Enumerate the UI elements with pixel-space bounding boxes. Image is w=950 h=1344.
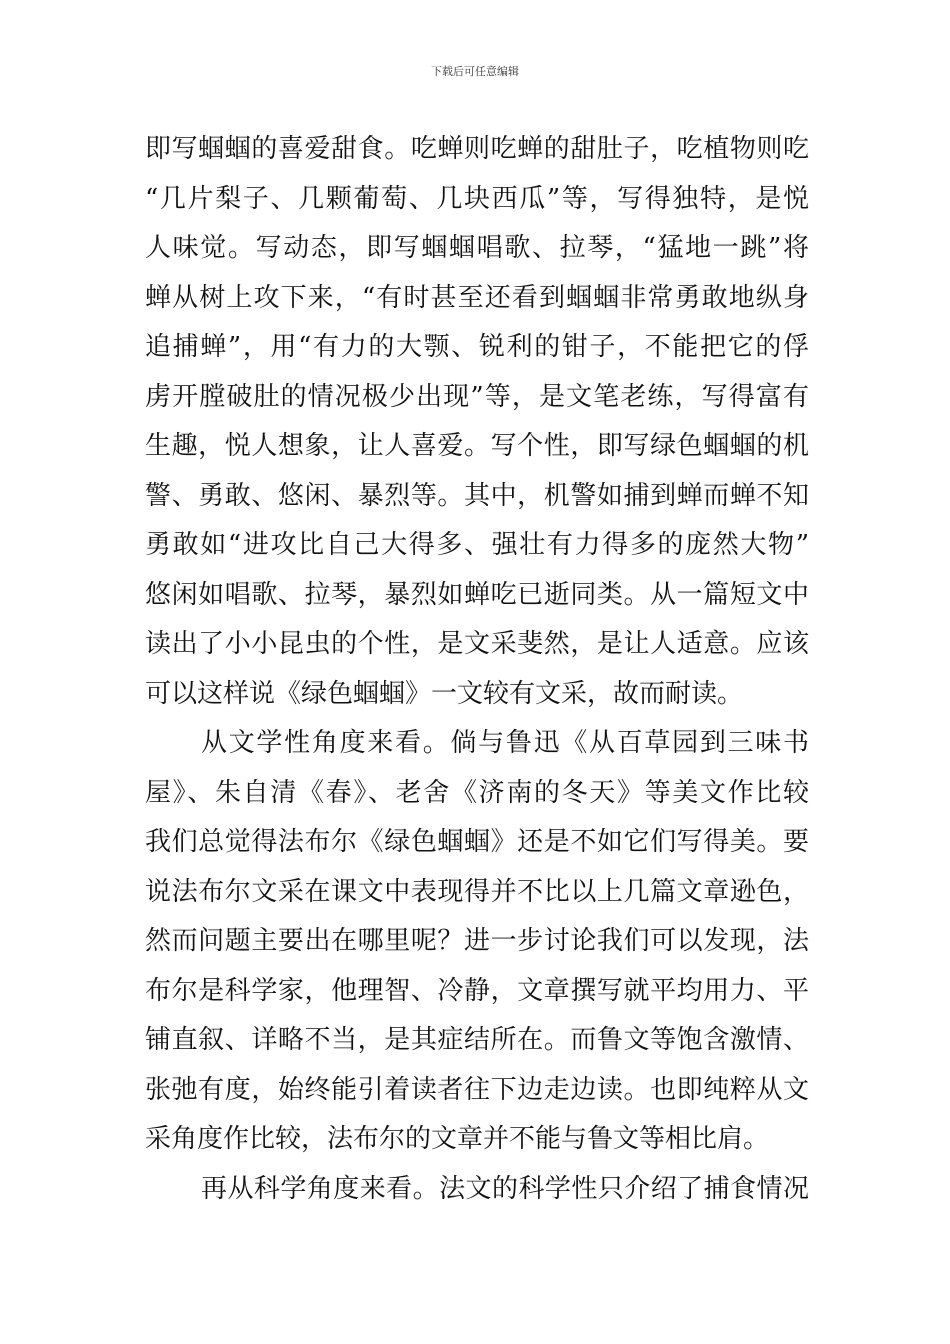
text-line: 即写蝈蝈的喜爱甜食。吃蝉则吃蝉的甜肚子，吃植物则吃: [145, 134, 809, 164]
text-line: 屋》、朱自清《春》、老舍《济南的冬天》等美文作比较: [145, 777, 809, 808]
page-header: 下载后可任意编辑: [431, 65, 519, 78]
text-line: 虏开膛破肚的情况极少出现”等，是文笔老练，写得富有: [145, 381, 809, 412]
text-line: 可以这样说《绿色蝈蝈》一文较有文采，故而耐读。: [145, 678, 744, 709]
text-line: 采角度作比较，法布尔的文章并不能与鲁文等相比肩。: [145, 1124, 770, 1154]
paragraph-1: [145, 125, 809, 719]
text-line: 追捕蝉”，用“有力的大颚、锐利的钳子，不能把它的俘: [145, 332, 809, 362]
text-line: 张弛有度，始终能引着读者往下边走边读。也即纯粹从文: [145, 1074, 809, 1105]
text-line: 生趣，悦人想象，让人喜爱。写个性，即写绿色蝈蝈的机: [145, 431, 809, 461]
document-body: [145, 125, 809, 1214]
paragraph-3: [145, 1165, 809, 1215]
text-line: 人味觉。写动态，即写蝈蝈唱歌、拉琴，“猛地一跳”将: [145, 233, 809, 263]
text-line: 从文学性角度来看。倘与鲁迅《从百草园到三味书: [201, 728, 809, 758]
text-line: 勇敢如“进攻比自己大得多、强壮有力得多的庞然大物”: [145, 530, 809, 560]
text-line: 铺直叙、详略不当，是其症结所在。而鲁文等饱含激情、: [145, 1025, 809, 1055]
text-line: 蝉从树上攻下来，“有时甚至还看到蝈蝈非常勇敢地纵身: [145, 282, 809, 313]
text-line: 然而问题主要出在哪里呢？进一步讨论我们可以发现，法: [145, 926, 809, 956]
paragraph-2: [145, 719, 809, 1165]
text-line: 我们总觉得法布尔《绿色蝈蝈》还是不如它们写得美。要: [145, 827, 809, 857]
text-line: 说法布尔文采在课文中表现得并不比以上几篇文章逊色，: [145, 876, 809, 907]
text-line: “几片梨子、几颗葡萄、几块西瓜”等，写得独特，是悦: [145, 183, 809, 214]
text-line: 读出了小小昆虫的个性，是文采斐然，是让人适意。应该: [145, 629, 809, 659]
text-line: 再从科学角度来看。法文的科学性只介绍了捕食情况: [201, 1173, 809, 1204]
text-line: 悠闲如唱歌、拉琴，暴烈如蝉吃已逝同类。从一篇短文中: [145, 579, 809, 610]
text-line: 警、勇敢、悠闲、暴烈等。其中，机警如捕到蝉而蝉不知: [145, 480, 809, 511]
text-line: 布尔是科学家，他理智、冷静，文章撰写就平均用力、平: [145, 975, 809, 1006]
